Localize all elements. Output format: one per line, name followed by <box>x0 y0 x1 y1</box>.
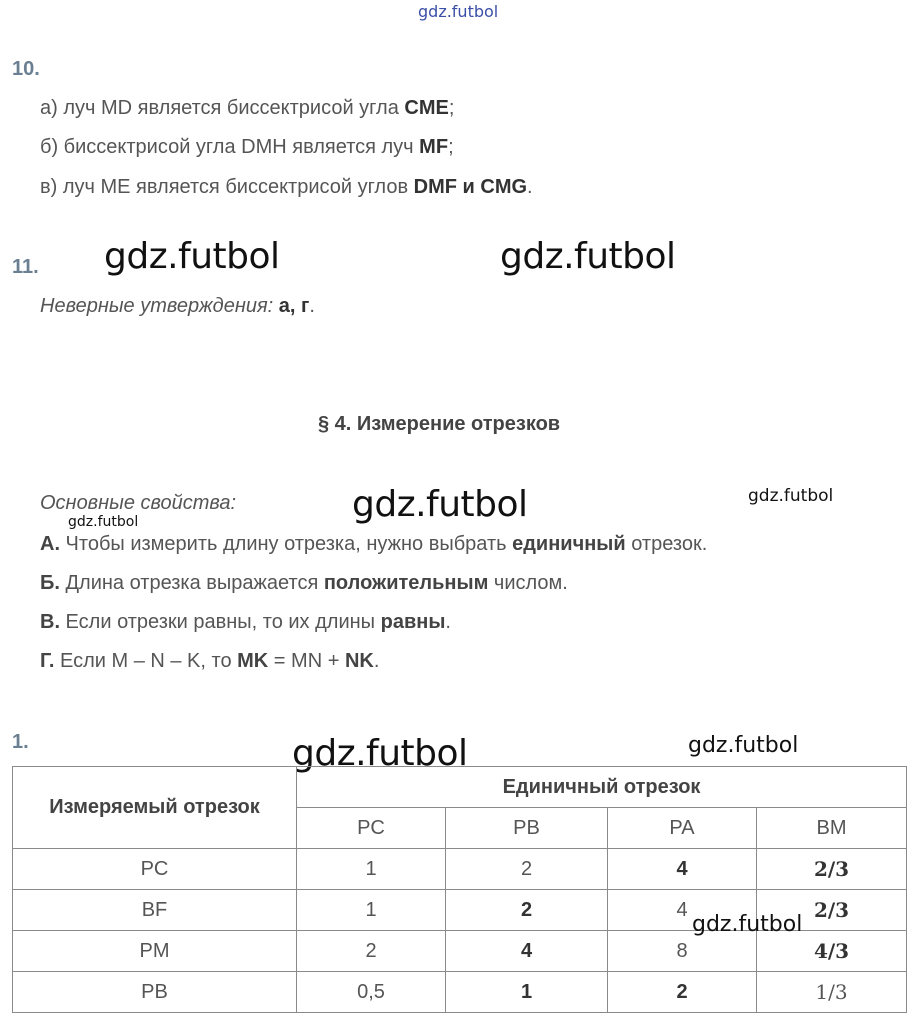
table-cell: 1/3 <box>757 972 907 1013</box>
property-g-bold-mk: MK <box>237 650 269 672</box>
property-a-text-end: отрезок. <box>625 533 708 555</box>
unit-header: Единичный отрезок <box>297 767 907 808</box>
property-g <box>40 650 379 673</box>
task-10-c-text: в) луч ME является биссектрисой углов <box>40 176 414 198</box>
table-cell: 2 <box>446 849 608 890</box>
table-row <box>13 849 907 890</box>
watermark-e: gdz.futbol <box>68 514 139 530</box>
properties-label: Основные свойства: <box>40 492 237 514</box>
measured-header: Измеряемый отрезок <box>13 767 297 849</box>
table-cell: 1 <box>446 972 608 1013</box>
property-b-letter: Б. <box>40 572 60 594</box>
unit-bm: BM <box>757 808 907 849</box>
watermark-d: gdz.futbol <box>748 486 834 506</box>
property-g-text-mid: = MN + <box>268 650 345 672</box>
watermark-h: gdz.futbol <box>692 912 803 937</box>
table-cell: 2/3 <box>757 849 907 890</box>
property-v-letter: В. <box>40 611 60 633</box>
table-cell: 1 <box>297 890 446 931</box>
row-label: PC <box>13 849 297 890</box>
watermark-g: gdz.futbol <box>688 733 799 758</box>
property-b-text-end: числом. <box>488 572 568 594</box>
task-10-line-a <box>40 97 454 120</box>
task-10-b-bold: MF <box>419 136 449 158</box>
watermark-top: gdz.futbol <box>418 2 499 21</box>
property-g-text-end: . <box>373 650 380 672</box>
table-cell: 4 <box>608 890 757 931</box>
section-title: § 4. Измерение отрезков <box>318 413 561 435</box>
task-10-a-text: а) луч MD является биссектрисой угла <box>40 97 405 119</box>
watermark-b: gdz.futbol <box>500 236 676 277</box>
table-row <box>13 972 907 1013</box>
task-10-c-suffix: . <box>527 176 533 198</box>
task-10-a-bold: CME <box>404 97 449 119</box>
table-cell: 2/3 <box>757 890 907 931</box>
watermark-a: gdz.futbol <box>104 236 280 277</box>
unit-pa: PA <box>608 808 757 849</box>
task-10-line-c <box>40 176 533 199</box>
property-b-text: Длина отрезка выражается <box>59 572 324 594</box>
task-10-line-b <box>40 136 454 159</box>
row-label: PM <box>13 931 297 972</box>
property-a-letter: А. <box>40 533 60 555</box>
watermark-c: gdz.futbol <box>352 484 528 525</box>
table-header-row <box>13 767 907 808</box>
task-1-number: 1. <box>12 731 29 753</box>
table-cell: 2 <box>446 890 608 931</box>
property-b <box>40 572 568 595</box>
property-v-text-end: . <box>445 611 451 633</box>
table-cell: 4/3 <box>757 931 907 972</box>
row-label: PB <box>13 972 297 1013</box>
table-cell: 0,5 <box>297 972 446 1013</box>
property-g-text: Если M – N – K, то <box>54 650 238 672</box>
task-11-number: 11. <box>12 256 39 278</box>
task-10-c-bold: DMF и CMG <box>413 176 528 198</box>
table-cell: 2 <box>608 972 757 1013</box>
table-cell: 4 <box>608 849 757 890</box>
property-b-bold: положительным <box>323 572 489 594</box>
property-v <box>40 611 451 634</box>
property-v-text: Если отрезки равны, то их длины <box>60 611 381 633</box>
watermark-f: gdz.futbol <box>292 733 468 774</box>
table-cell: 8 <box>608 931 757 972</box>
table-cell: 2 <box>297 931 446 972</box>
property-a-text: Чтобы измерить длину отрезка, нужно выбрать <box>60 533 513 555</box>
task-10-number: 10. <box>12 58 40 80</box>
measurement-table <box>12 766 907 1013</box>
unit-pb: PB <box>446 808 608 849</box>
row-label: BF <box>13 890 297 931</box>
task-10-a-suffix: ; <box>448 97 455 119</box>
table-cell: 4 <box>446 931 608 972</box>
property-g-bold-nk: NK <box>344 650 374 672</box>
task-11-answer <box>40 295 315 318</box>
task-10-b-suffix: ; <box>448 136 454 158</box>
property-v-bold: равны <box>380 611 446 633</box>
property-a <box>40 533 707 556</box>
table-cell: 1 <box>297 849 446 890</box>
task-11-answer-value: а, г <box>278 295 310 317</box>
property-g-letter: Г. <box>40 650 55 672</box>
task-11-end: . <box>309 295 315 317</box>
unit-pc: PC <box>297 808 446 849</box>
task-11-label: Неверные утверждения: <box>40 295 274 317</box>
property-a-bold: единичный <box>512 533 626 555</box>
task-10-b-text: б) биссектрисой угла DMH является луч <box>40 136 420 158</box>
